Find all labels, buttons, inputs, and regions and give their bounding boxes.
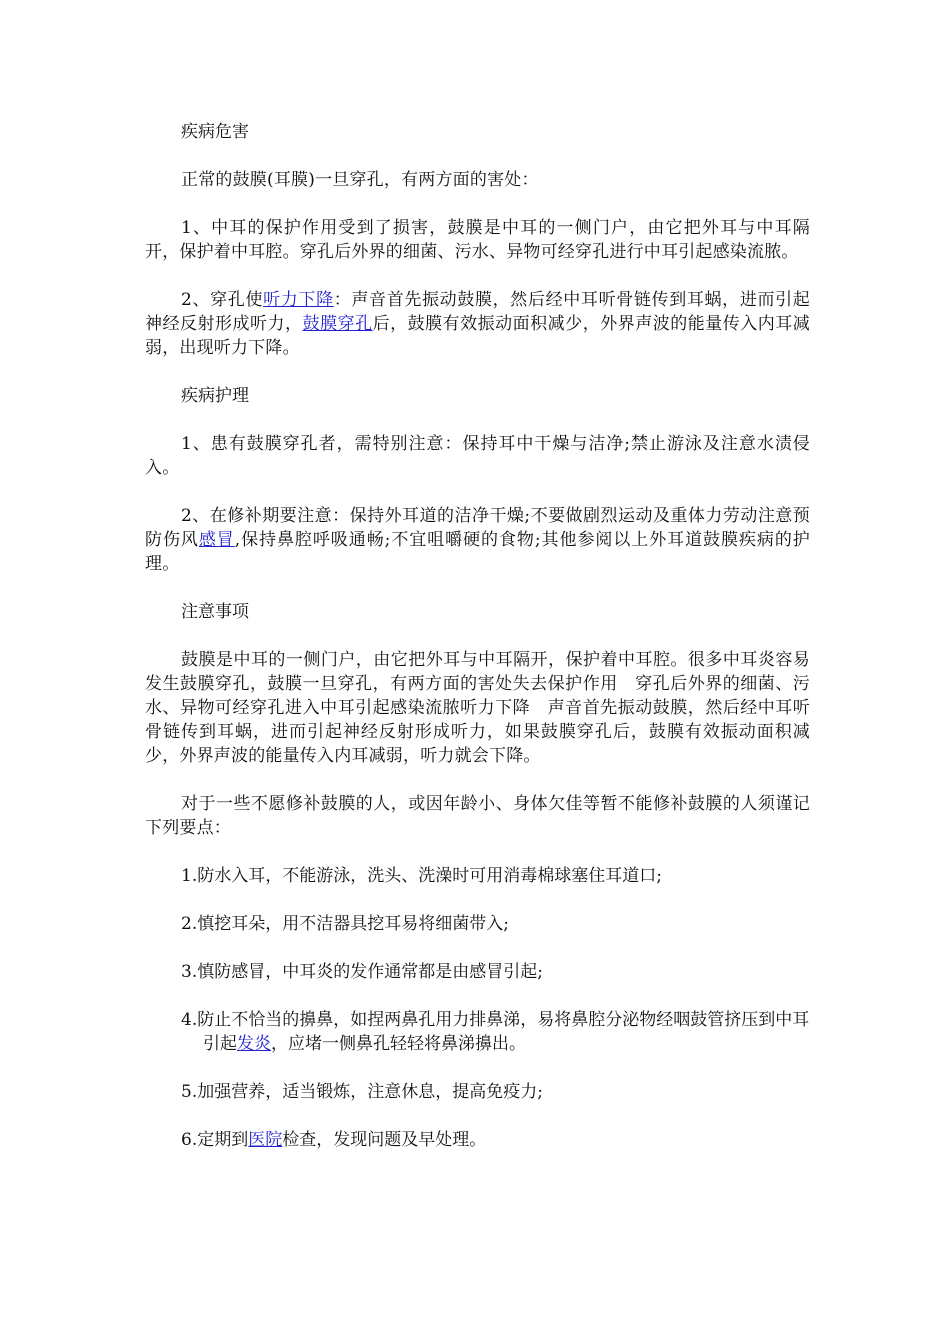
notes-paragraph-2: 对于一些不愿修补鼓膜的人，或因年龄小、身体欠佳等暂不能修补鼓膜的人须谨记下列要点： (145, 794, 810, 838)
text-run: ，应堵一侧鼻孔轻轻将鼻涕擤出。 (271, 1034, 526, 1054)
care-point-2 (145, 504, 810, 576)
section-heading-care: 疾病护理 (181, 386, 249, 406)
link-cold[interactable]: 感冒 (198, 530, 235, 550)
text-run: 6.定期到 (181, 1130, 249, 1150)
link-inflammation[interactable]: 发炎 (237, 1034, 271, 1054)
list-item: 1.防水入耳，不能游泳，洗头、洗澡时可用消毒棉球塞住耳道口; (181, 866, 662, 886)
notes-paragraph-1: 鼓膜是中耳的一侧门户，由它把外耳与中耳隔开，保护着中耳腔。很多中耳炎容易发生鼓膜穿孔，鼓膜一旦穿孔，有两方面的害处失去保护作用 穿孔后外界的细菌、污水、异物可经穿孔进入中耳引起感染流脓听力下降 声音首先振动鼓膜，然后经中耳听骨链传到耳蜗，进而引起神经反射形成听力，如果鼓膜穿孔后，鼓膜有效振动面积减少，外界声波的能量传入内耳减弱，听力就会下降。 (145, 650, 810, 766)
text-run: 2、在修补期要注意：保持外耳道的洁净干燥;不要做剧烈运动及重体力劳动注意预防伤风 (145, 506, 810, 550)
list-item: 2.慎挖耳朵，用不洁器具挖耳易将细菌带入; (181, 914, 509, 934)
link-eardrum-perforation[interactable]: 鼓膜穿孔 (302, 314, 373, 334)
hazard-intro: 正常的鼓膜(耳膜)一旦穿孔，有两方面的害处： (181, 170, 539, 190)
list-item (181, 1008, 810, 1056)
list-item: 5.加强营养，适当锻炼，注意休息，提高免疫力; (181, 1082, 543, 1102)
text-run: 检查，发现问题及早处理。 (282, 1130, 487, 1150)
section-heading-notes: 注意事项 (181, 602, 249, 622)
list-item: 3.慎防感冒，中耳炎的发作通常都是由感冒引起; (181, 962, 543, 982)
text-run: 2、穿孔使 (181, 290, 264, 310)
text-run: ：声音首先振动鼓膜，然后经中耳听骨链传到耳蜗，进而引起神经反射形成听力， (145, 290, 810, 334)
link-hospital[interactable]: 医院 (248, 1130, 283, 1150)
care-point-1: 1、患有鼓膜穿孔者，需特别注意：保持耳中干燥与洁净;禁止游泳及注意水渍侵入。 (145, 434, 810, 478)
hazard-point-1: 1、中耳的保护作用受到了损害，鼓膜是中耳的一侧门户，由它把外耳与中耳隔开，保护着中耳腔。穿孔后外界的细菌、污水、异物可经穿孔进行中耳引起感染流脓。 (145, 218, 810, 262)
list-item (181, 1128, 810, 1152)
link-hearing-loss[interactable]: 听力下降 (263, 290, 334, 310)
text-run: 4.防止不恰当的擤鼻，如捏两鼻孔用力排鼻涕，易将鼻腔分泌物经咽鼓管挤压到中耳引起 (181, 1010, 810, 1054)
hazard-point-2 (145, 288, 810, 360)
section-heading-hazard: 疾病危害 (181, 122, 249, 142)
text-run: ,保持鼻腔呼吸通畅;不宜咀嚼硬的食物;其他参阅以上外耳道鼓膜疾病的护理。 (145, 530, 810, 574)
text-run: 后，鼓膜有效振动面积减少，外界声波的能量传入内耳减弱，出现听力下降。 (145, 314, 810, 358)
